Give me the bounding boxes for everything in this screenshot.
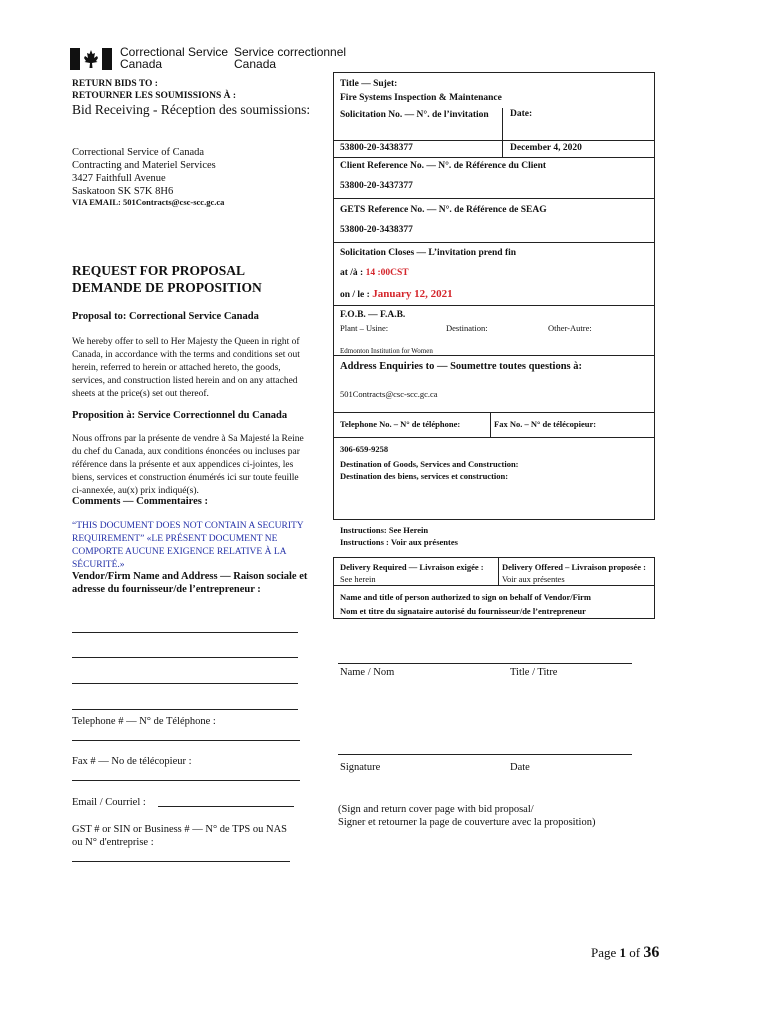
vendor-line-2[interactable] <box>72 657 298 658</box>
fax-label: Fax # — No de télécopieur : <box>72 756 192 767</box>
return-address: Correctional Service of Canada Contracting and Materiel Services 3427 Faithfull Avenue Saskatoon SK S7K 8H6 <box>72 147 216 197</box>
name-title-authorized: Name and title of person authorized to sign on behalf of Vendor/Firm Nom et titre du signataire autorisé du fournisseur/de l’entrepreneur <box>340 592 591 616</box>
name-title-line[interactable] <box>338 663 632 664</box>
client-ref: 53800-20-3437377 <box>340 181 413 191</box>
bid-receiving: Bid Receiving - Réception des soumissions: <box>72 102 311 117</box>
phone-value: 306-659-9258 <box>340 444 389 454</box>
rfp-title: REQUEST FOR PROPOSAL DEMANDE DE PROPOSITION <box>72 263 262 295</box>
gets-ref: 53800-20-3438377 <box>340 225 413 235</box>
date-label: Date: <box>510 109 533 119</box>
vendor-line-1[interactable] <box>72 632 298 633</box>
gst-line[interactable] <box>72 861 290 862</box>
gst-label: GST # or SIN or Business # — N° de TPS ou NAS ou N° d'entreprise : <box>72 824 287 848</box>
page-number: Page 1 of 36 <box>591 944 660 961</box>
telephone-line[interactable] <box>72 740 300 741</box>
enquiries-label: Address Enquiries to — Soumettre toutes questions à: <box>340 361 583 372</box>
fob-destination: Destination: <box>446 323 488 333</box>
org-name-en: Correctional Service Canada <box>120 45 229 71</box>
fob-other: Other-Autre: <box>548 323 592 333</box>
gets-label: GETS Reference No. — N°. de Référence de SEAG <box>340 205 547 215</box>
signature-label: Signature <box>340 762 381 773</box>
fob-label: F.O.B. — F.A.B. <box>340 310 406 320</box>
org-name-fr: Service correctionnel Canada <box>234 45 347 71</box>
fax-line[interactable] <box>72 780 300 781</box>
email-line[interactable] <box>158 806 294 807</box>
enquiries-email: 501Contracts@csc-scc.gc.ca <box>340 389 438 399</box>
phone-label: Telephone No. – N° de téléphone: <box>340 419 461 429</box>
title-value: Fire Systems Inspection & Maintenance <box>340 93 502 103</box>
title-label-2: Title / Titre <box>510 667 558 678</box>
return-bids-label: RETURN BIDS TO : RETOURNER LES SOUMISSIONS À : <box>72 79 237 101</box>
sign-note: (Sign and return cover page with bid proposal/ Signer et retourner la page de couverture avec la proposition) <box>338 804 596 828</box>
closes-on: on / le : January 12, 2021 <box>340 288 453 300</box>
comments-label: Comments — Commentaires : <box>72 496 208 507</box>
canada-flag-logo <box>70 48 112 70</box>
delivery-required: Delivery Required — Livraison exigée : See herein <box>340 562 484 584</box>
via-email: VIA EMAIL: 501Contracts@csc-scc.gc.ca <box>72 197 225 207</box>
vendor-line-3[interactable] <box>72 683 298 684</box>
email-label: Email / Courriel : <box>72 797 146 808</box>
fax-no-label: Fax No. – N° de télécopieur: <box>494 419 597 429</box>
proposition-text: Nous offrons par la présente de vendre à Sa Majesté la Reine du chef du Canada, aux conditions énoncées ou incluses par référence dans la présente et aux appendices ci-jointes, les biens, services et construction énumérés ici sur toute feuille ci-annexée, au(x) prix indiqué(s). <box>72 434 304 496</box>
vendor-line-4[interactable] <box>72 709 298 710</box>
fob-value: Edmonton Institution for Women <box>340 347 433 355</box>
proposal-text: We hereby offer to sell to Her Majesty the Queen in right of Canada, in accordance with the terms and conditions set out herein, referred to herein or attached hereto, the goods, services, and construction listed herein and on any attached sheets at the price(s) set out thereof. <box>72 337 300 399</box>
name-label: Name / Nom <box>340 667 395 678</box>
delivery-offered: Delivery Offered – Livraison proposée : Voir aux présentes <box>502 562 646 584</box>
date-value: December 4, 2020 <box>510 143 582 153</box>
title-label: Title — Sujet: <box>340 79 398 89</box>
telephone-label: Telephone # — N° de Téléphone : <box>72 716 216 727</box>
client-ref-label: Client Reference No. — N°. de Référence du Client <box>340 161 547 171</box>
signature-line[interactable] <box>338 754 632 755</box>
solicitation-no-label: Solicitation No. — N°. de l’invitation <box>340 110 489 120</box>
closes-label: Solicitation Closes — L’invitation prend fin <box>340 248 517 258</box>
proposal-to: Proposal to: Correctional Service Canada <box>72 311 259 322</box>
vendor-label: Vendor/Firm Name and Address — Raison sociale et adresse du fournisseur/de l’entrepreneur : <box>72 571 308 595</box>
proposition-a: Proposition à: Service Correctionnel du Canada <box>72 410 288 421</box>
destination-goods: Destination of Goods, Services and Construction: Destination des biens, services et construction: <box>340 459 519 481</box>
closes-at: at /à : 14 :00CST <box>340 268 409 278</box>
fob-plant: Plant – Usine: <box>340 323 389 333</box>
date-label-2: Date <box>510 762 530 773</box>
security-note: “THIS DOCUMENT DOES NOT CONTAIN A SECURITY REQUIREMENT” «LE PRÉSENT DOCUMENT NE COMPORTE AUCUNE EXIGENCE RELATIVE À LA SÉCURITÉ.» <box>72 521 304 570</box>
solicitation-no: 53800-20-3438377 <box>340 143 413 153</box>
instructions: Instructions: See Herein Instructions : Voir aux présentes <box>340 525 458 547</box>
